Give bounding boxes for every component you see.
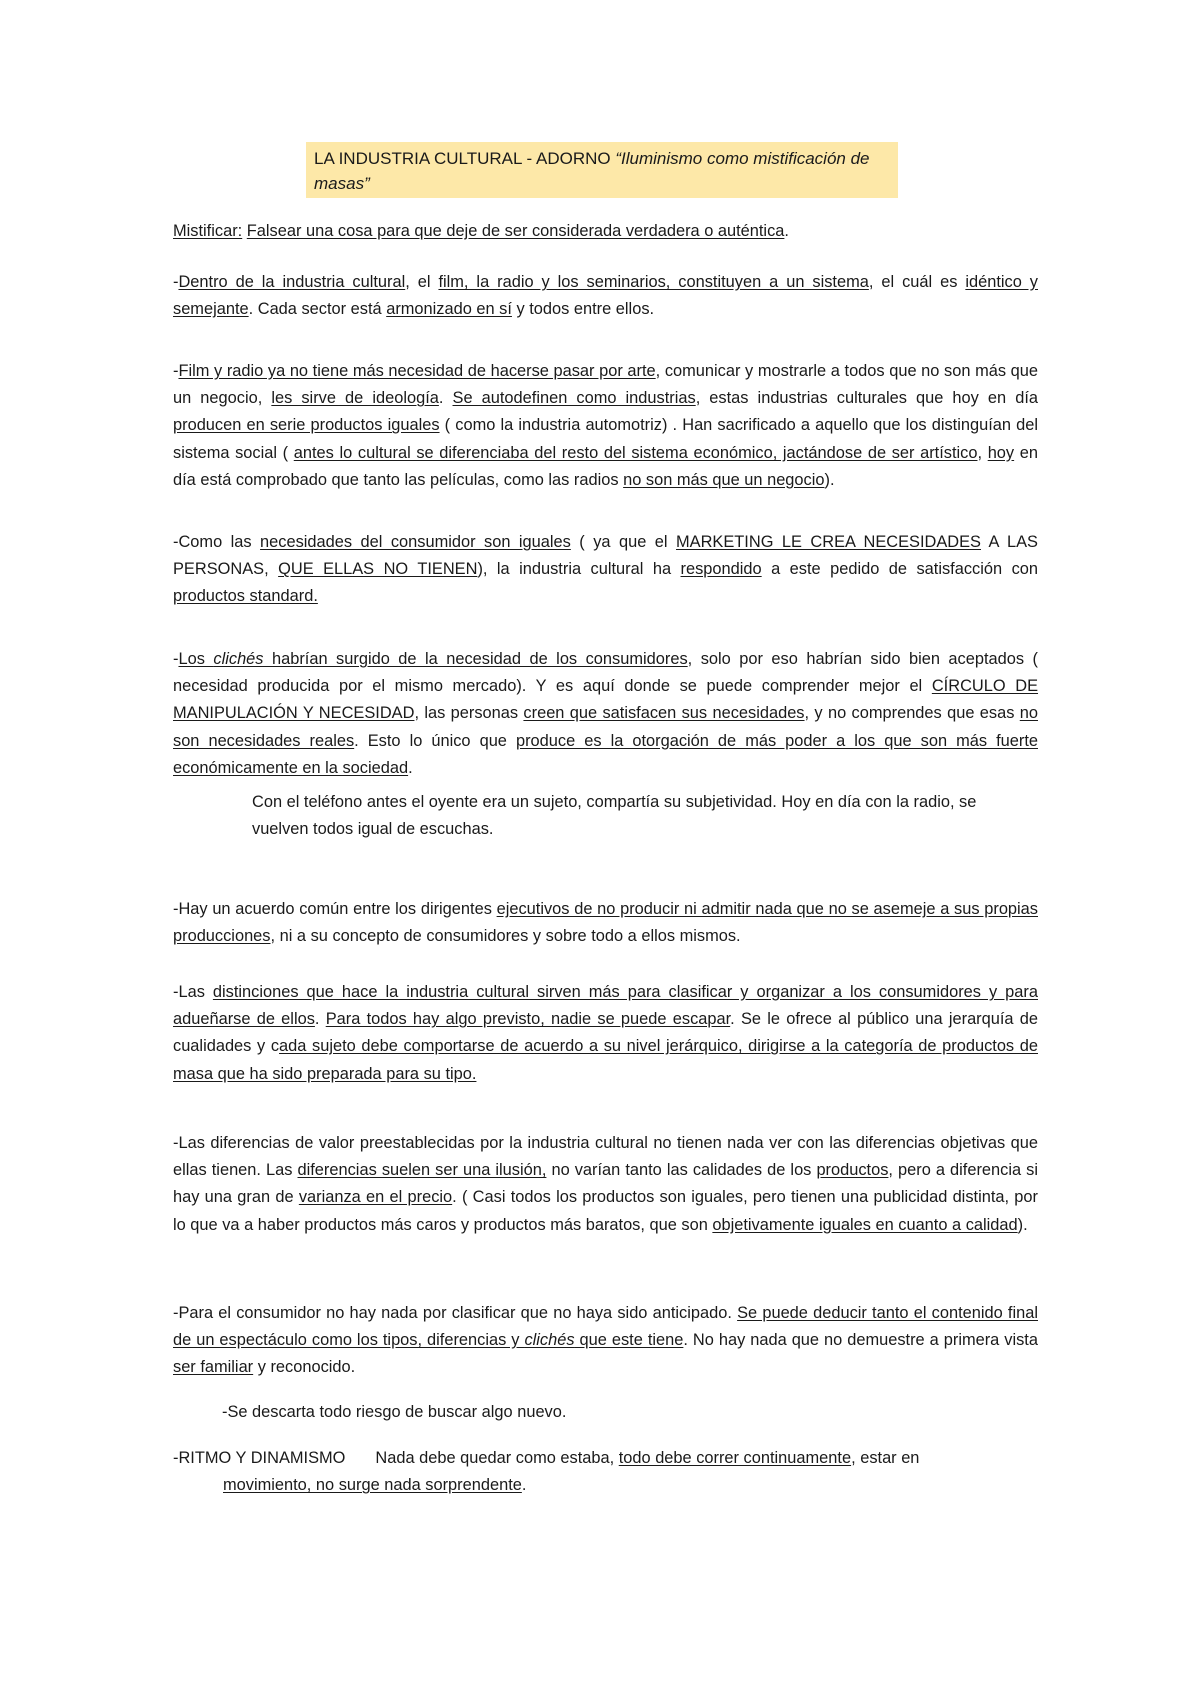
paragraph-8: -Las diferencias de valor preestablecidas por la industria cultural no tienen nada ver con las diferencias objetivas que ellas tienen. Las diferencias suelen ser una ilusión, no varían tanto las calidades de los productos, pero a diferencia si hay una gran de varianza en el precio. ( Casi todos los productos son iguales, pero tienen una publicidad distinta, por lo que va a haber productos más caros y productos más baratos, que son objetivamente iguales en cuanto a calidad). bbox=[173, 1134, 1038, 1234]
paragraph-10: -Se descarta todo riesgo de buscar algo nuevo. bbox=[222, 1403, 567, 1421]
definition-text: Falsear una cosa para que deje de ser considerada verdadera o auténtica bbox=[246, 222, 785, 240]
paragraph-1: -Dentro de la industria cultural, el film, la radio y los seminarios, constituyen a un sistema, el cuál es idéntico y semejante. Cada sector está armonizado en sí y todos entre ellos. bbox=[173, 273, 1038, 319]
paragraph-5: Con el teléfono antes el oyente era un sujeto, compartía su subjetividad. Hoy en día con la radio, se vuelven todos igual de escuchas. bbox=[252, 793, 977, 839]
paragraph-2: -Film y radio ya no tiene más necesidad de hacerse pasar por arte, comunicar y mostrarle a todos que no son más que un negocio, les sirve de ideología. Se autodefinen como industrias, estas industrias culturales que hoy en día producen en serie productos iguales ( como la industria automotriz) . Han sacrificado a aquello que los distinguían del sistema social ( antes lo cultural se diferenciaba del resto del sistema económico, jactándose de ser artístico, hoy en día está comprobado que tanto las películas, como las radios no son más que un negocio). bbox=[173, 362, 1038, 489]
title-subtitle: “Iluminismo como mistificación de masas” bbox=[314, 149, 870, 193]
definition-term: Mistificar: bbox=[173, 222, 243, 240]
paragraph-7: -Las distinciones que hace la industria cultural sirven más para clasificar y organizar a los consumidores y para adueñarse de ellos. Para todos hay algo previsto, nadie se puede escapar. Se le ofrece al público una jerarquía de cualidades y cada sujeto debe comportarse de acuerdo a su nivel jerárquico, dirigirse a la categoría de productos de masa que ha sido preparada para su tipo. bbox=[173, 983, 1039, 1083]
title-main: LA INDUSTRIA CULTURAL - ADORNO bbox=[314, 149, 611, 168]
document-title bbox=[306, 142, 898, 198]
definition-paragraph: Mistificar: Falsear una cosa para que deje de ser considerada verdadera o auténtica. bbox=[173, 222, 789, 240]
paragraph-4: -Los clichés habrían surgido de la necesidad de los consumidores, solo por eso habrían sido bien aceptados ( necesidad producida por el mismo mercado). Y es aquí donde se puede comprender mejor el CÍRCULO DE MANIPULACIÓN Y NECESIDAD, las personas creen que satisfacen sus necesidades, y no comprendes que esas no son necesidades reales. Esto lo único que produce es la otorgación de más poder a los que son más fuerte económicamente en la sociedad. bbox=[173, 650, 1039, 777]
paragraph-3: -Como las necesidades del consumidor son iguales ( ya que el MARKETING LE CREA NECESIDADES A LAS PERSONAS, QUE ELLAS NO TIENEN), la industria cultural ha respondido a este pedido de satisfacción con productos standard. bbox=[173, 533, 1039, 606]
paragraph-9: -Para el consumidor no hay nada por clasificar que no haya sido anticipado. Se puede deducir tanto el contenido final de un espectáculo como los tipos, diferencias y clichés que este tiene. No hay nada que no demuestre a primera vista ser familiar y reconocido. bbox=[173, 1304, 1038, 1377]
paragraph-6: -Hay un acuerdo común entre los dirigentes ejecutivos de no producir ni admitir nada que no se asemeje a sus propias producciones, ni a su concepto de consumidores y sobre todo a ellos mismos. bbox=[173, 900, 1038, 946]
paragraph-11: -RITMO Y DINAMISMO Nada debe quedar como estaba, todo debe correr continuamente, estar en movimiento, no surge nada sorprendente. bbox=[173, 1449, 920, 1495]
